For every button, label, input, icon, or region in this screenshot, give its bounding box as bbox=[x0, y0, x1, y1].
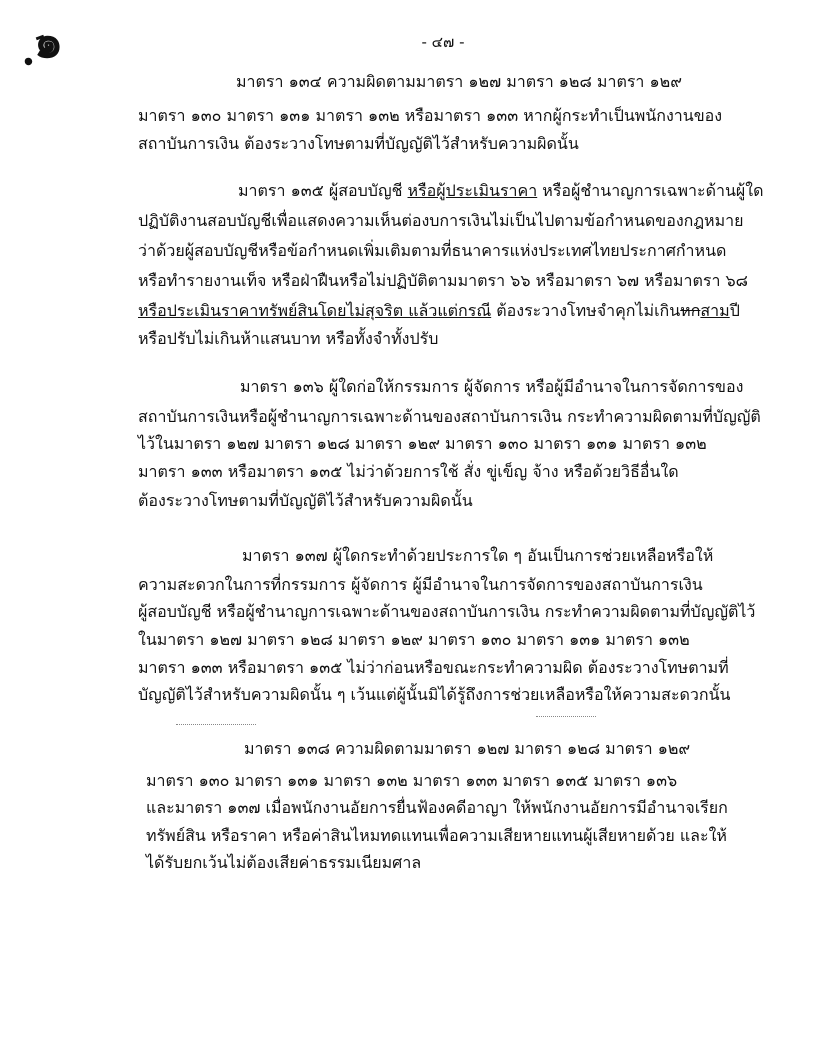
page-number: - ๔๗ - bbox=[421, 33, 465, 51]
section-135-line-4: หรือทำรายงานเท็จ หรือฝ่าฝืนหรือไม่ปฏิบัติตามมาตรา ๖๖ หรือมาตรา ๖๗ หรือมาตรา ๖๘ bbox=[138, 271, 749, 290]
section-137-line-2: ความสะดวกในการที่กรรมการ ผู้จัดการ ผู้มีอำนาจในการจัดการของสถาบันการเงิน bbox=[138, 575, 703, 594]
section-137-line-1: มาตรา ๑๓๗ ผู้ใดกระทำด้วยประการใด ๆ อันเป็นการช่วยเหลือหรือให้ bbox=[242, 546, 714, 565]
section-135-underlined-appraiser: หรือผู้ประเมินราคา bbox=[407, 181, 538, 200]
section-136-line-2: สถาบันการเงินหรือผู้ชำนาญการเฉพาะด้านของสถาบันการเงิน กระทำความผิดตามที่บัญญัติ bbox=[138, 407, 761, 426]
section-135-line-5-end: ปี bbox=[729, 301, 740, 320]
scan-noise bbox=[176, 724, 256, 726]
section-135-line-6: หรือปรับไม่เกินห้าแสนบาท หรือทั้งจำทั้งปรับ bbox=[138, 329, 439, 348]
section-138-line-2: มาตรา ๑๓๐ มาตรา ๑๓๑ มาตรา ๑๓๒ มาตรา ๑๓๓ มาตรา ๑๓๕ มาตรา ๑๓๖ bbox=[146, 771, 678, 790]
section-135-line-3: ว่าด้วยผู้สอบบัญชีหรือข้อกำหนดเพิ่มเติมตามที่ธนาคารแห่งประเทศไทยประกาศกำหนด bbox=[138, 241, 727, 260]
section-138-line-3: และมาตรา ๑๓๗ เมื่อพนักงานอัยการยื่นฟ้องคดีอาญา ให้พนักงานอัยการมีอำนาจเรียก bbox=[146, 798, 728, 817]
section-137-line-5: มาตรา ๑๓๓ หรือมาตรา ๑๓๕ ไม่ว่าก่อนหรือขณะกระทำความผิด ต้องระวางโทษตามที่ bbox=[138, 658, 729, 677]
section-135-line-1-pre: มาตรา ๑๓๕ ผู้สอบบัญชี bbox=[238, 181, 408, 200]
section-134-line-1: มาตรา ๑๓๔ ความผิดตามมาตรา ๑๒๗ มาตรา ๑๒๘ มาตรา ๑๒๙ bbox=[236, 72, 682, 91]
section-136-line-5: ต้องระวางโทษตามที่บัญญัติไว้สำหรับความผิดนั้น bbox=[138, 491, 473, 510]
section-134-line-3: สถาบันการเงิน ต้องระวางโทษตามที่บัญญัติไว้สำหรับความผิดนั้น bbox=[138, 134, 579, 153]
margin-handwritten-mark: ฺ๑ bbox=[34, 14, 64, 68]
section-136-line-4: มาตรา ๑๓๓ หรือมาตรา ๑๓๕ ไม่ว่าด้วยการใช้ สั่ง ขู่เข็ญ จ้าง หรือด้วยวิธีอื่นใด bbox=[138, 462, 679, 481]
scan-noise bbox=[536, 716, 596, 718]
section-137-line-3: ผู้สอบบัญชี หรือผู้ชำนาญการเฉพาะด้านของสถาบันการเงิน กระทำความผิดตามที่บัญญัติไว้ bbox=[138, 602, 756, 621]
section-137-line-4: ในมาตรา ๑๒๗ มาตรา ๑๒๘ มาตรา ๑๒๙ มาตรา ๑๓๐ มาตรา ๑๓๑ มาตรา ๑๓๒ bbox=[138, 630, 690, 649]
section-135-line-2: ปฏิบัติงานสอบบัญชีเพื่อแสดงความเห็นต่องบการเงินไม่เป็นไปตามข้อกำหนดของกฎหมาย bbox=[138, 211, 744, 230]
section-135-underlined-three: สาม bbox=[700, 301, 730, 320]
section-138-line-5: ได้รับยกเว้นไม่ต้องเสียค่าธรรมเนียมศาล bbox=[146, 853, 422, 872]
section-137-line-6: บัญญัติไว้สำหรับความผิดนั้น ๆ เว้นแต่ผู้นั้นมิได้รู้ถึงการช่วยเหลือหรือให้ความสะดวกนั้น bbox=[138, 685, 731, 704]
section-135-struck-text: หก bbox=[680, 301, 701, 320]
section-136-line-3: ไว้ในมาตรา ๑๒๗ มาตรา ๑๒๘ มาตรา ๑๒๙ มาตรา ๑๓๐ มาตรา ๑๓๑ มาตรา ๑๓๒ bbox=[138, 434, 707, 453]
section-134-line-2: มาตรา ๑๓๐ มาตรา ๑๓๑ มาตรา ๑๓๒ หรือมาตรา ๑๓๓ หากผู้กระทำเป็นพนักงานของ bbox=[138, 106, 723, 125]
section-135-line-1 bbox=[238, 181, 763, 201]
section-138-line-4: ทรัพย์สิน หรือราคา หรือค่าสินไหมทดแทนเพื่อความเสียหายแทนผู้เสียหายด้วย และให้ bbox=[146, 826, 727, 845]
section-138-line-1: มาตรา ๑๓๘ ความผิดตามมาตรา ๑๒๗ มาตรา ๑๒๘ มาตรา ๑๒๙ bbox=[244, 739, 691, 758]
section-135-line-5 bbox=[138, 301, 740, 321]
section-135-line-5-mid: ต้องระวางโทษจำคุกไม่เกิน bbox=[491, 301, 681, 320]
section-135-line-1-post: หรือผู้ชำนาญการเฉพาะด้านผู้ใด bbox=[537, 181, 764, 200]
section-135-underlined-valuation: หรือประเมินราคาทรัพย์สินโดยไม่สุจริต แล้วแต่กรณี bbox=[138, 301, 492, 320]
section-136-line-1: มาตรา ๑๓๖ ผู้ใดก่อให้กรรมการ ผู้จัดการ หรือผู้มีอำนาจในการจัดการของ bbox=[240, 377, 744, 396]
